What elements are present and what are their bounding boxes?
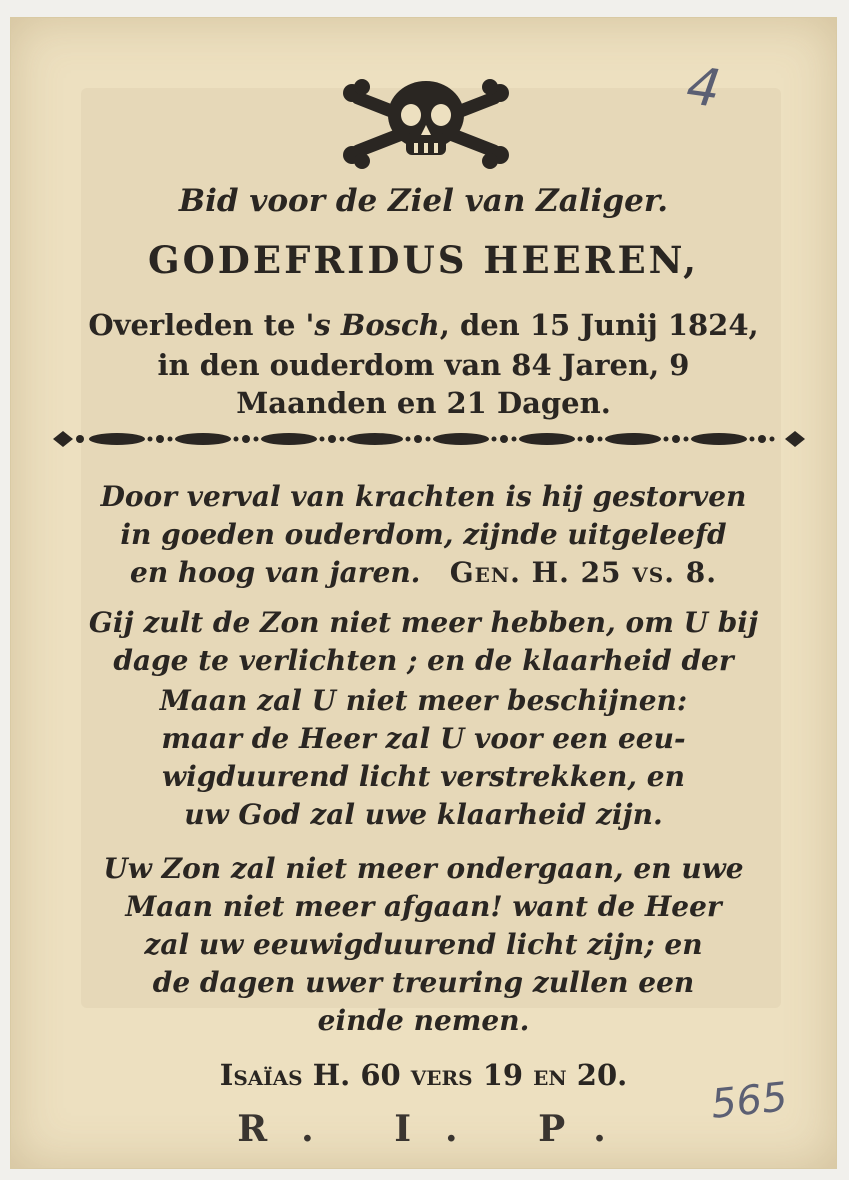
verse1-reference: Gen. H. 25 vs. 8.	[449, 556, 717, 589]
verse2-line-4: maar de Heer zal U voor een eeu-	[161, 722, 686, 755]
verse2-line-2: dage te verlichten ; en de klaarheid der	[113, 644, 734, 677]
death-line-3: Maanden en 21 Dagen.	[236, 386, 611, 420]
skull-crossbones-icon	[336, 73, 516, 173]
verse2-line-3: Maan zal U niet meer beschijnen:	[159, 684, 688, 717]
prayer-header: Bid voor de Ziel van Zaliger.	[178, 183, 669, 219]
memorial-card	[10, 17, 837, 1169]
rip-text: R. I. P.	[237, 1108, 640, 1150]
handwritten-note-bottom: 565	[708, 1074, 790, 1128]
verse3-line-1: Uw Zon zal niet meer ondergaan, en uwe	[103, 852, 744, 885]
verse3-line-5: einde nemen.	[317, 1004, 530, 1037]
verse3-line-3: zal uw eeuwigduurend licht zijn; en	[144, 928, 703, 961]
death-line-1: Overleden te 's Bosch, den 15 Junij 1824,	[88, 308, 759, 342]
isaias-reference: Isaïas H. 60 vers 19 en 20.	[219, 1058, 628, 1092]
verse2-line-1: Gij zult de Zon niet meer hebben, om U bij	[88, 606, 759, 639]
handwritten-note-top: 4	[682, 55, 725, 121]
decorative-divider	[53, 426, 805, 452]
verse1-line-3: en hoog van jaren. Gen. H. 25 vs. 8.	[130, 556, 717, 589]
verse3-line-2: Maan niet meer afgaan! want de Heer	[125, 890, 722, 923]
death-line-2: in den ouderdom van 84 Jaren, 9	[157, 348, 690, 382]
verse2-line-6: uw God zal uwe klaarheid zijn.	[184, 798, 663, 831]
deceased-name: GODEFRIDUS HEEREN,	[147, 238, 700, 282]
verse1-line-2: in goeden ouderdom, zijnde uitgeleefd	[120, 518, 727, 551]
verse2-line-5: wigduurend licht verstrekken, en	[162, 760, 685, 793]
verse3-line-4: de dagen uwer treuring zullen een	[152, 966, 695, 999]
verse1-line-1: Door verval van krachten is hij gestorven	[100, 480, 747, 513]
